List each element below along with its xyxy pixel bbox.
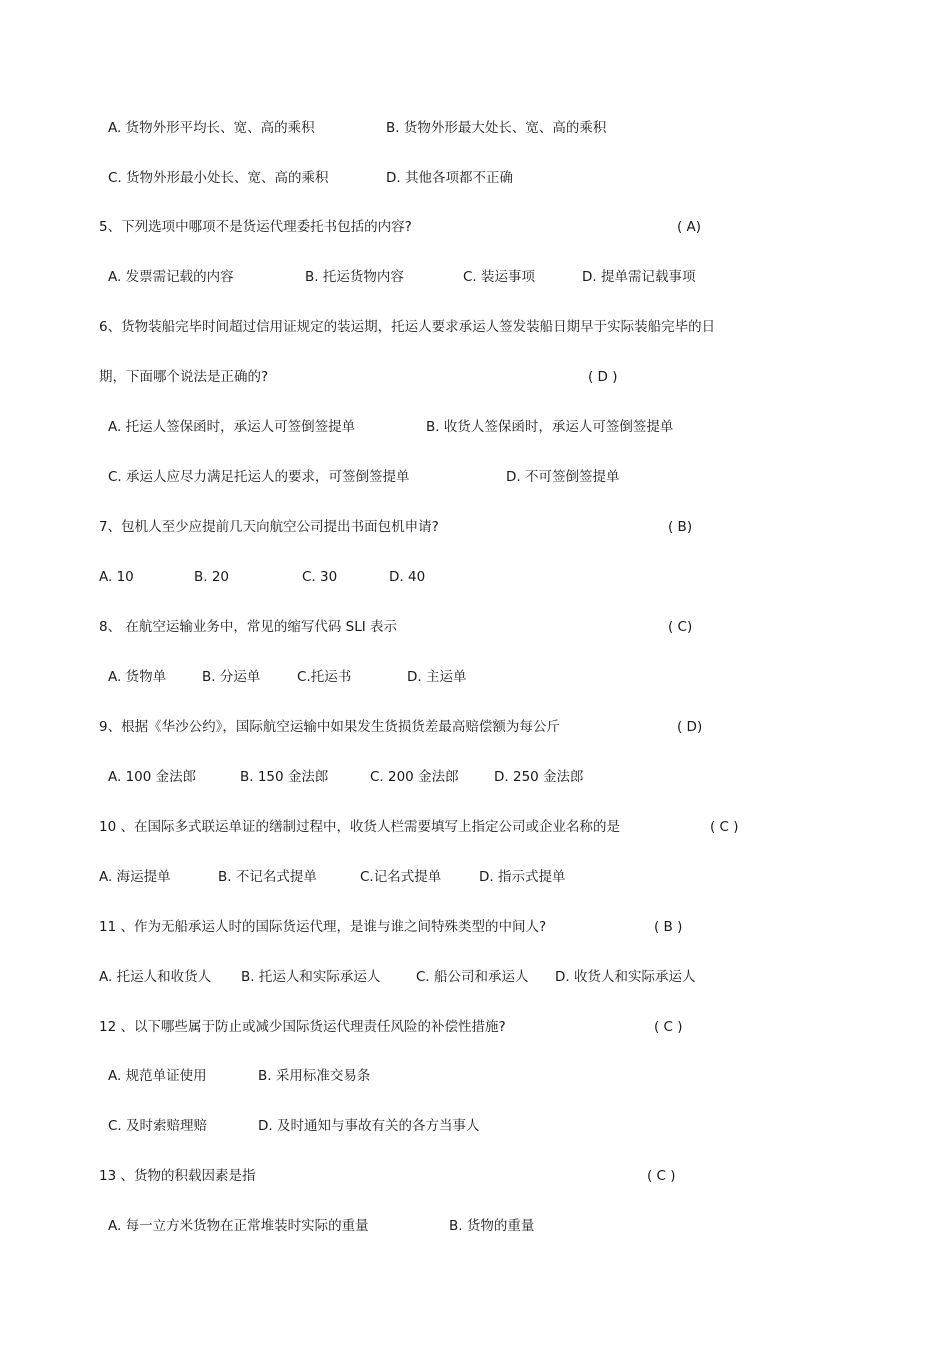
- q6-option-d: D. 不可签倒签提单: [506, 469, 620, 485]
- q12-options-row-2: [0, 1115, 950, 1137]
- q7-stem: 7、包机人至少应提前几天向航空公司提出书面包机申请?: [99, 519, 439, 535]
- q13-answer: ( C ): [647, 1168, 676, 1184]
- q9-option-d: D. 250 金法郎: [494, 769, 584, 785]
- q7-option-a: A. 10: [99, 569, 134, 585]
- q12-stem-row: [0, 1016, 950, 1038]
- q7-option-b: B. 20: [194, 569, 230, 585]
- q9-answer: ( D): [677, 719, 703, 735]
- q11-option-a: A. 托运人和收货人: [99, 969, 212, 985]
- q6-stem-line-2: 期，下面哪个说法是正确的?: [99, 369, 269, 385]
- q12-options-row-1: [0, 1065, 950, 1087]
- q7-option-c: C. 30: [302, 569, 338, 585]
- q7-stem-row: [0, 516, 950, 538]
- q13-stem-row: [0, 1165, 950, 1187]
- q8-option-c: C.托运书: [297, 669, 352, 685]
- q6-option-b: B. 收货人签保函时，承运人可签倒签提单: [426, 419, 674, 435]
- q8-option-b: B. 分运单: [202, 669, 261, 685]
- q6-option-c: C. 承运人应尽力满足托运人的要求，可签倒签提单: [108, 469, 410, 485]
- q6-option-a: A. 托运人签保函时，承运人可签倒签提单: [108, 419, 356, 435]
- q11-option-d: D. 收货人和实际承运人: [555, 969, 696, 985]
- q7-option-d: D. 40: [389, 569, 426, 585]
- q5-answer: ( A): [677, 219, 702, 235]
- q4-option-a: A. 货物外形平均长、宽、高的乘积: [108, 120, 315, 136]
- q10-option-a: A. 海运提单: [99, 869, 171, 885]
- q5-stem: 5、下列选项中哪项不是货运代理委托书包括的内容?: [99, 219, 412, 235]
- q11-stem: 11 、作为无船承运人时的国际货运代理，是谁与谁之间特殊类型的中间人?: [99, 919, 547, 935]
- q12-option-a: A. 规范单证使用: [108, 1068, 207, 1084]
- q9-option-a: A. 100 金法郎: [108, 769, 197, 785]
- q4-option-d: D. 其他各项都不正确: [386, 170, 513, 186]
- q5-option-a: A. 发票需记载的内容: [108, 269, 234, 285]
- q9-option-b: B. 150 金法郎: [240, 769, 329, 785]
- q5-options-row: [0, 266, 950, 288]
- q6-stem-line-1: 6、货物装船完毕时间超过信用证规定的装运期，托运人要求承运人签发装船日期早于实际装船完毕的日: [99, 319, 716, 335]
- q13-option-b: B. 货物的重量: [449, 1218, 535, 1234]
- q10-options-row: [0, 866, 950, 888]
- q12-option-d: D. 及时通知与事故有关的各方当事人: [258, 1118, 480, 1134]
- q8-stem-row: [0, 616, 950, 638]
- q11-option-c: C. 船公司和承运人: [416, 969, 529, 985]
- q12-option-b: B. 采用标准交易条: [258, 1068, 371, 1084]
- q9-stem: 9、根据《华沙公约》，国际航空运输中如果发生货损货差最高赔偿额为每公斤: [99, 719, 560, 735]
- q8-option-d: D. 主运单: [407, 669, 467, 685]
- q6-stem-row-2: [0, 366, 950, 388]
- q9-options-row: [0, 766, 950, 788]
- q10-stem-row: [0, 816, 950, 838]
- q12-stem: 12 、以下哪些属于防止或减少国际货运代理责任风险的补偿性措施?: [99, 1019, 506, 1035]
- q13-option-a: A. 每一立方米货物在正常堆装时实际的重量: [108, 1218, 369, 1234]
- q11-answer: ( B ): [654, 919, 683, 935]
- q8-option-a: A. 货物单: [108, 669, 167, 685]
- q5-option-c: C. 装运事项: [463, 269, 536, 285]
- q6-stem-row-1: [0, 316, 950, 338]
- q10-option-b: B. 不记名式提单: [218, 869, 317, 885]
- q9-stem-row: [0, 716, 950, 738]
- q10-answer: ( C ): [710, 819, 739, 835]
- q11-stem-row: [0, 916, 950, 938]
- q11-option-b: B. 托运人和实际承运人: [241, 969, 381, 985]
- q5-option-b: B. 托运货物内容: [305, 269, 404, 285]
- q10-option-c: C.记名式提单: [360, 869, 442, 885]
- q9-option-c: C. 200 金法郎: [370, 769, 459, 785]
- q12-option-c: C. 及时索赔理赔: [108, 1118, 208, 1134]
- q4-option-b: B. 货物外形最大处长、宽、高的乘积: [386, 120, 607, 136]
- q4-options-row-1: [0, 117, 950, 139]
- q6-options-row-2: [0, 466, 950, 488]
- q8-options-row: [0, 666, 950, 688]
- q5-option-d: D. 提单需记载事项: [582, 269, 696, 285]
- q4-option-c: C. 货物外形最小处长、宽、高的乘积: [108, 170, 329, 186]
- q7-options-row: [0, 566, 950, 588]
- q10-option-d: D. 指示式提单: [479, 869, 566, 885]
- q10-stem: 10 、在国际多式联运单证的缮制过程中，收货人栏需要填写上指定公司或企业名称的是: [99, 819, 620, 835]
- q8-stem: 8、 在航空运输业务中，常见的缩写代码 SLI 表示: [99, 619, 398, 635]
- q8-answer: ( C): [668, 619, 693, 635]
- q13-options-row: [0, 1215, 950, 1237]
- q4-options-row-2: [0, 167, 950, 189]
- q11-options-row: [0, 966, 950, 988]
- q6-answer: ( D ): [588, 369, 618, 385]
- q12-answer: ( C ): [654, 1019, 683, 1035]
- q5-stem-row: [0, 216, 950, 238]
- q13-stem: 13 、货物的积载因素是指: [99, 1168, 256, 1184]
- q6-options-row-1: [0, 416, 950, 438]
- q7-answer: ( B): [668, 519, 693, 535]
